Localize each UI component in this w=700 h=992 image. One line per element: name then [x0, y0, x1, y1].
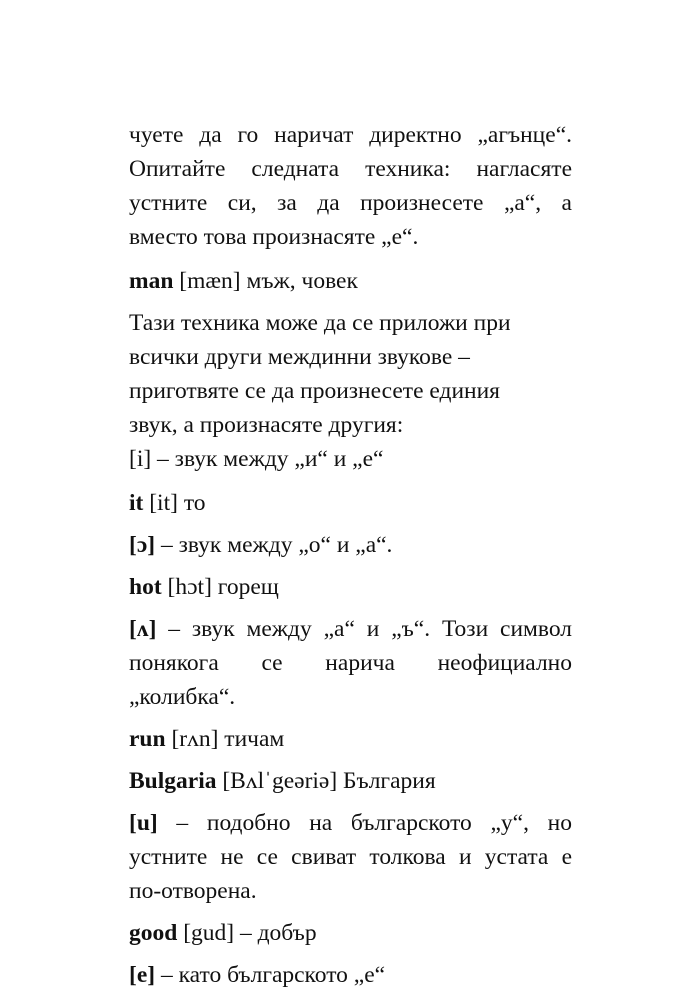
- example-bulgaria: [129, 764, 572, 798]
- sound-v: [129, 612, 572, 714]
- text-line: „колибка“.: [129, 684, 236, 710]
- sound-symbol: [e]: [129, 962, 156, 988]
- sound-description: [i] – звук между „и“ и „е“: [129, 446, 384, 472]
- example-transcription: [hɔt] горещ: [161, 574, 279, 600]
- example-word: run: [129, 726, 166, 752]
- text-line: вместо това произнасяте „е“.: [129, 224, 419, 250]
- text-line: [129, 806, 572, 840]
- page-content: [129, 118, 572, 992]
- text-line: по-отворена.: [129, 878, 257, 904]
- sound-i: [129, 442, 572, 476]
- text-line: [129, 612, 572, 646]
- example-run: [129, 722, 572, 756]
- sound-o: [129, 528, 572, 562]
- example-word: Bulgaria: [129, 768, 217, 794]
- example-transcription: [Bʌlˈgeəriə] България: [216, 768, 436, 794]
- text-line: Опитайте следната техника: нагласяте: [129, 156, 572, 182]
- example-word: man: [129, 268, 174, 294]
- sound-symbol: [u]: [129, 810, 158, 836]
- text-line: Тази техника може да се приложи при: [129, 310, 511, 336]
- text-line: понякога се нарича неофициално: [129, 650, 572, 676]
- paragraph-intermediate-sounds: [129, 306, 572, 442]
- example-it: [129, 486, 572, 520]
- sound-description: – звук между „о“ и „а“.: [155, 532, 393, 558]
- example-transcription: [it] то: [143, 490, 206, 516]
- text-line: устните не се свиват толкова и устата е: [129, 844, 572, 870]
- sound-symbol: [ʌ]: [129, 616, 157, 642]
- example-man: [129, 264, 572, 298]
- text-line: приготвяте се да произнесете единия: [129, 378, 500, 404]
- text-line: звук, а произнасяте другия:: [129, 412, 404, 438]
- text-line: чуете да го наричат директно „агънце“.: [129, 122, 572, 148]
- example-hot: [129, 570, 572, 604]
- sound-e: [129, 958, 572, 992]
- sound-description: – като българското „е“: [155, 962, 386, 988]
- example-transcription: [gud] – добър: [177, 920, 317, 946]
- example-word: hot: [129, 574, 162, 600]
- text-line: всички други междинни звукове –: [129, 344, 470, 370]
- example-good: [129, 916, 572, 950]
- example-transcription: [mæn] мъж, човек: [173, 268, 358, 294]
- sound-description: – звук между „а“ и „ъ“. Този символ: [156, 616, 572, 642]
- example-transcription: [rʌn] тичам: [165, 726, 285, 752]
- sound-description: – подобно на българското „у“, но: [157, 810, 572, 836]
- text-line: устните си, за да произнесете „а“, а: [129, 190, 572, 216]
- example-word: good: [129, 920, 178, 946]
- example-word: it: [129, 490, 144, 516]
- sound-symbol: [ɔ]: [129, 532, 156, 558]
- sound-u: [129, 806, 572, 908]
- paragraph-technique: [129, 118, 572, 254]
